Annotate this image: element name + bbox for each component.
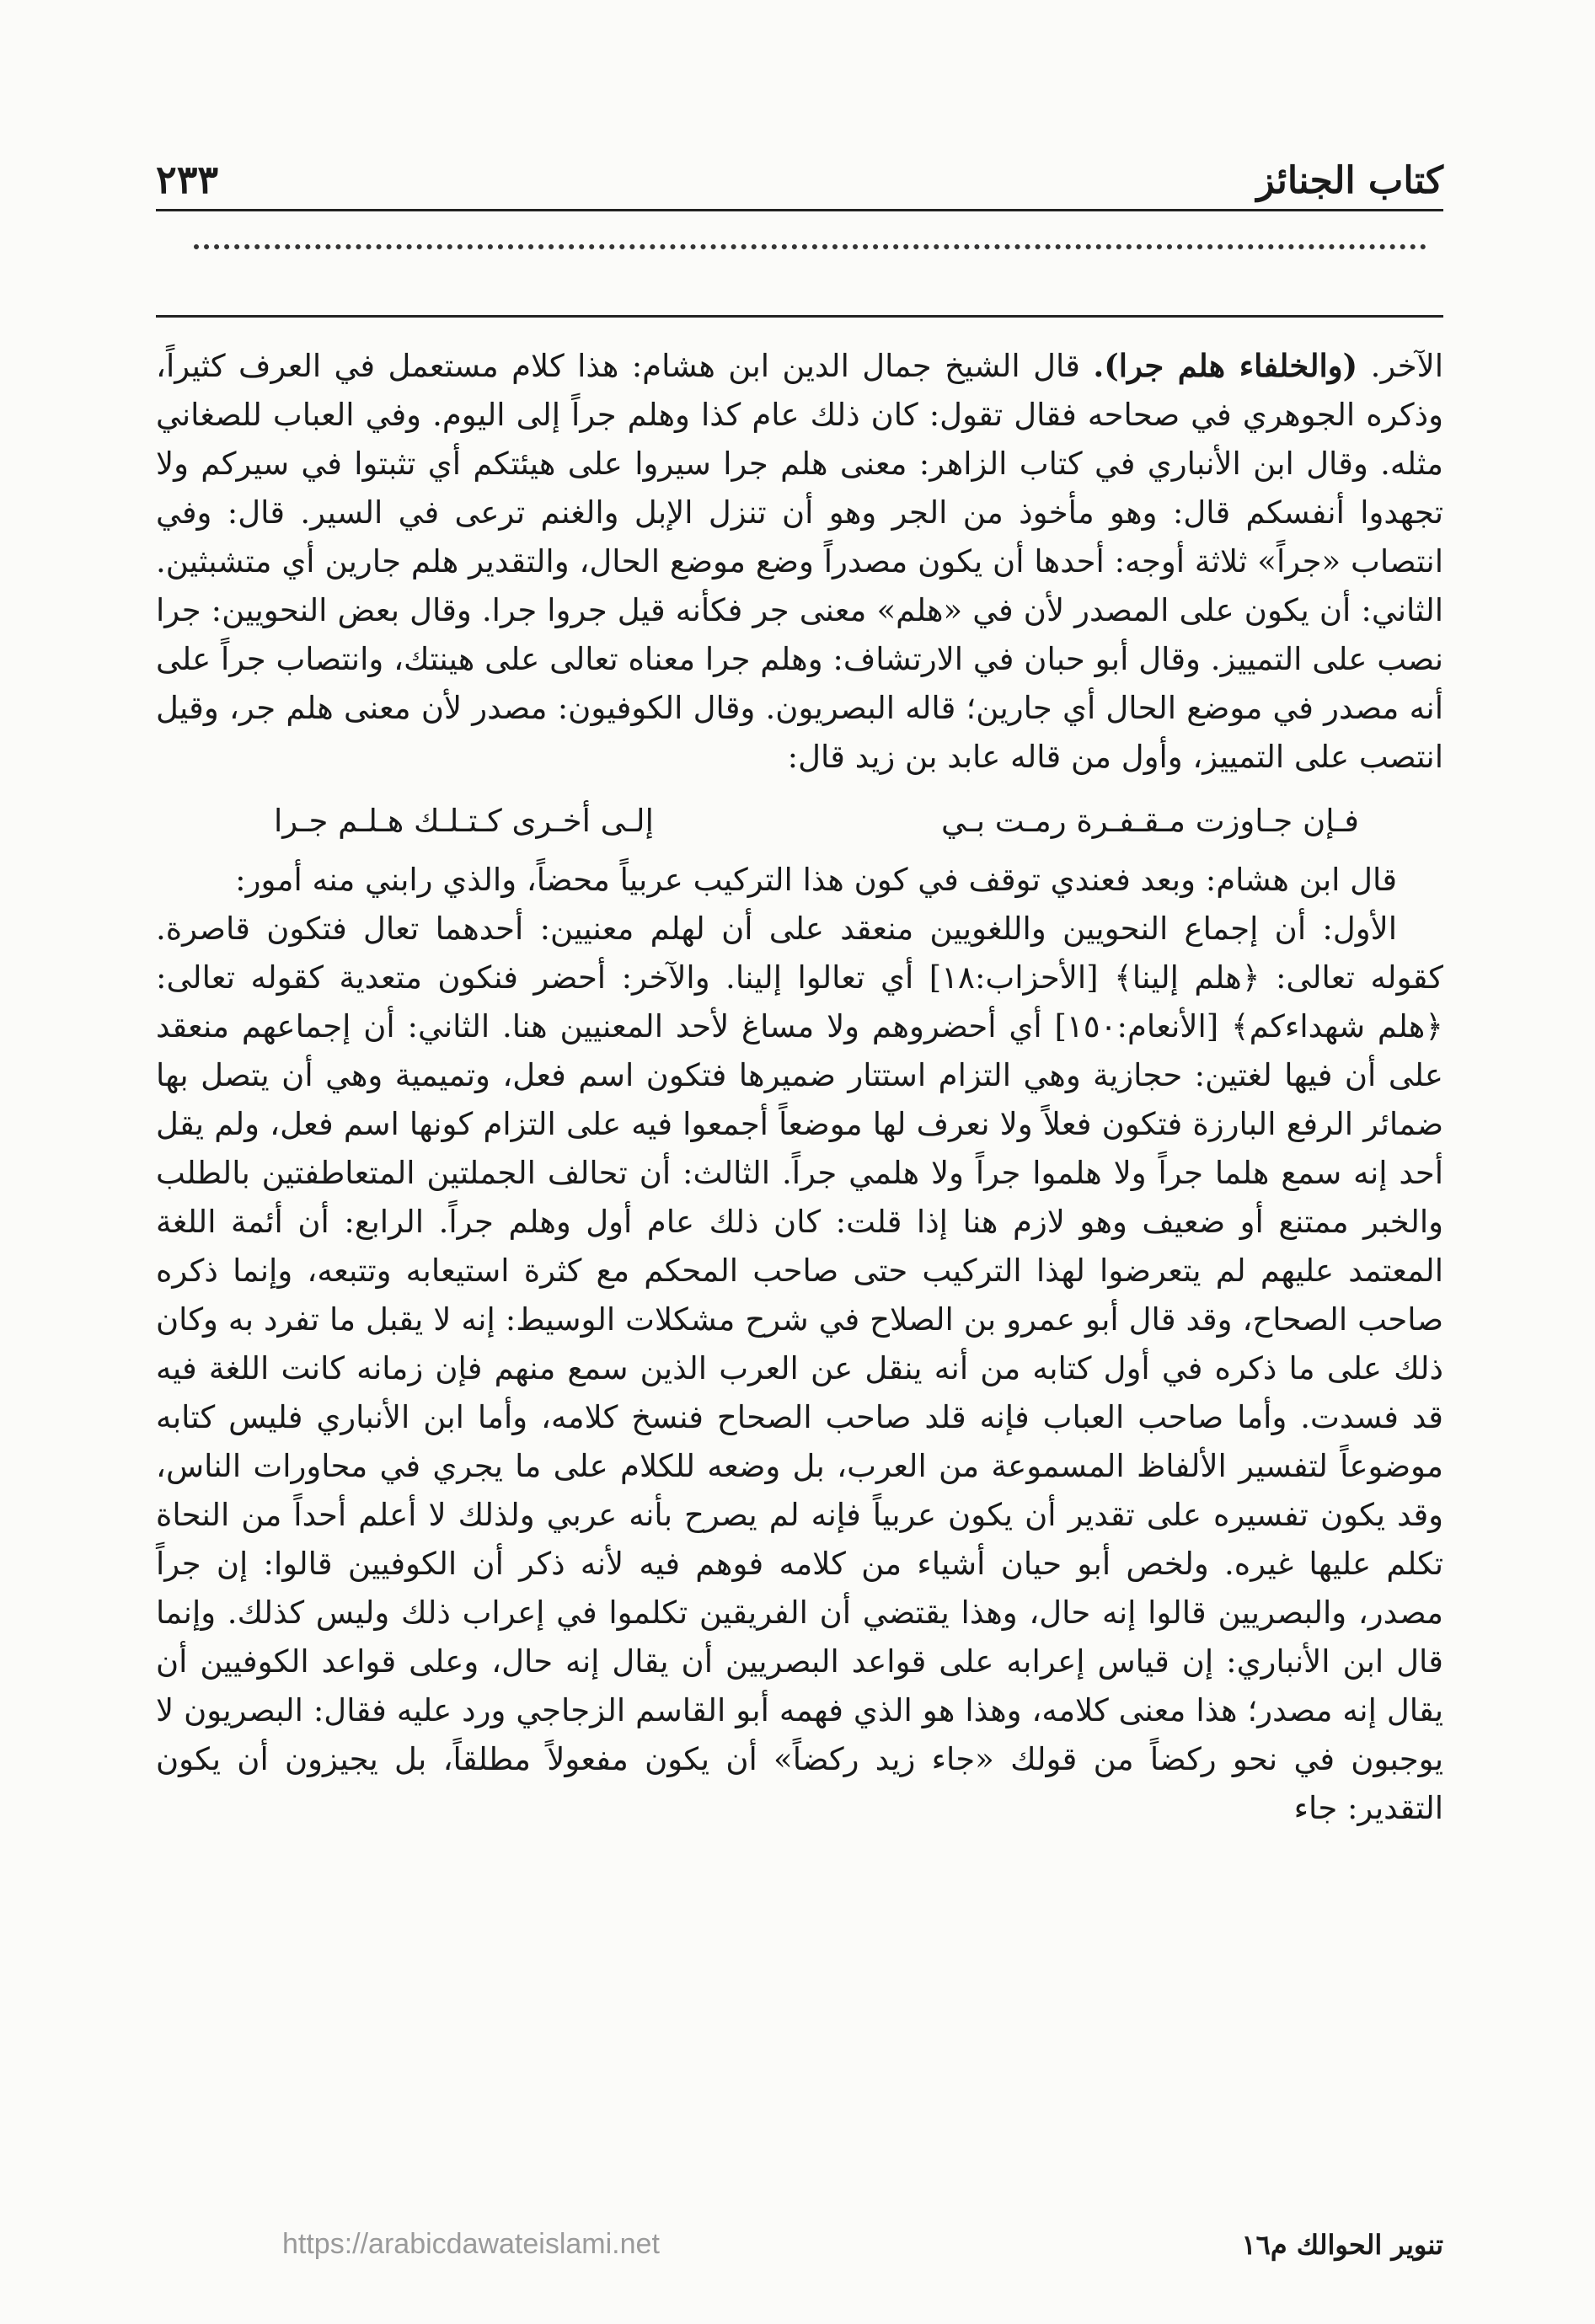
dotted-separator bbox=[194, 244, 1426, 249]
page-header bbox=[156, 143, 1443, 202]
page-footer bbox=[156, 2228, 1443, 2261]
header-rule bbox=[156, 209, 1443, 211]
printer-signature: تنوير الحوالك م١٦ bbox=[1241, 2228, 1443, 2261]
paragraph-1 bbox=[156, 341, 1443, 782]
watermark-url: https://arabicdawateislami.net bbox=[282, 2228, 660, 2260]
paragraph-1-text: قال الشيخ جمال الدين ابن هشام: هذا كلام مستعمل في العرف كثيراً، وذكره الجوهري في صحاحه فقال تقول: كان ذلك عام كذا وهلم جراً إلى اليوم. وفي العباب للصغاني مثله. وقال ابن الأنباري في كتاب الزاهر: معنى هلم جرا سيروا على هيئتكم أي تثبتوا في سيركم ولا تجهدوا أنفسكم قال: وهو مأخوذ من الجر وهو أن تنزل الإبل والغنم ترعى في السير. قال: وفي انتصاب «جراً» ثلاثة أوجه: أحدها أن يكون مصدراً وضع موضع الحال، والتقدير هلم جارين أي متشبثين. الثاني: أن يكون على المصدر لأن في «هلم» معنى جر فكأنه قيل جروا جرا. وقال بعض النحويين: جرا نصب على التمييز. وقال أبو حبان في الارتشاف: وهلم جرا معناه تعالى على هينتك، وانتصاب جراً على أنه مصدر في موضع الحال أي جارين؛ قاله البصريون. وقال الكوفيون: مصدر لأن معنى هلم جر، وقيل انتصب على التمييز، وأول من قاله عابد بن زيد قال: bbox=[156, 348, 1443, 775]
running-title: كتاب الجنائز bbox=[1256, 159, 1443, 202]
verse-second-hemistich: إلـى أخـرى كـتـلـك هـلـم جـرا bbox=[274, 803, 654, 839]
paragraph-1-opening: الآخر. bbox=[1370, 348, 1443, 384]
verse-first-hemistich: فـإن جـاوزت مـقـفـرة رمـت بـي bbox=[941, 803, 1359, 839]
paragraph-3: الأول: أن إجماع النحويين واللغويين منعقد على أن لهلم معنيين: أحدهما تعال فتكون قاصرة. كقوله تعالى: ﴿هلم إلينا﴾ [الأحزاب:١٨] أي تعالوا إلينا. والآخر: أحضر فنكون متعدية كقوله تعالى: ﴿هلم شهداءكم﴾ [الأنعام:١٥٠] أي أحضروهم ولا مساغ لأحد المعنيين هنا. الثاني: أن إجماعهم منعقد على أن فيها لغتين: حجازية وهي التزام استتار ضميرها فتكون اسم فعل، وتميمية وهي أن يتصل بها ضمائر الرفع البارزة فتكون فعلاً ولا نعرف لها موضعاً أجمعوا فيه على التزام كونها اسم فعل، ولم يقل أحد إنه سمع هلما جراً ولا هلموا جراً ولا هلمي جراً. الثالث: أن تحالف الجملتين المتعاطفتين بالطلب والخبر ممتنع أو ضعيف وهو لازم هنا إذا قلت: كان ذلك عام أول وهلم جراً. الرابع: أن أئمة اللغة المعتمد عليهم لم يتعرضوا لهذا التركيب حتى صاحب المحكم مع كثرة استيعابه وتتبعه، وإنما ذكره صاحب الصحاح، وقد قال أبو عمرو بن الصلاح في شرح مشكلات الوسيط: إنه لا يقبل ما تفرد به وكان ذلك على ما ذكره في أول كتابه من أنه ينقل عن العرب الذين سمع منهم فإن زمانه كانت اللغة فيه قد فسدت. وأما صاحب العباب فإنه قلد صاحب الصحاح فنسخ كلامه، وأما ابن الأنباري فليس كتابه موضوعاً لتفسير الألفاظ المسموعة من العرب، بل وضعه للكلام على ما يجري في محاورات الناس، وقد يكون تفسيره على تقدير أن يكون عربياً فإنه لم يصرح بأنه عربي ولذلك لا أعلم أحداً من النحاة تكلم عليها غيره. ولخص أبو حيان أشياء من كلامه فوهم فيه لأنه ذكر أن الكوفيين قالوا: إن جراً مصدر، والبصريين قالوا إنه حال، وهذا يقتضي أن الفريقين تكلموا في إعراب ذلك وليس كذلك. وإنما قال ابن الأنباري: إن قياس إعرابه على قواعد البصريين أن يقال إنه حال، وعلى قواعد الكوفيين أن يقال إنه مصدر؛ هذا معنى كلامه، وهذا هو الذي فهمه أبو القاسم الزجاجي ورد عليه فقال: البصريون لا يوجبون في نحو ركضاً من قولك «جاء زيد ركضاً» أن يكون مفعولاً مطلقاً، بل يجيزون أن يكون التقدير: جاء bbox=[156, 911, 1443, 1826]
page-number: ٢٣٣ bbox=[156, 157, 219, 202]
commentary-text bbox=[156, 341, 1443, 1833]
lemma-heading: (والخلفاء هلم جرا). bbox=[1093, 347, 1358, 384]
paragraph-2: قال ابن هشام: وبعد فعندي توقف في كون هذا التركيب عربياً محضاً، والذي رابني منه أمور: bbox=[235, 862, 1397, 898]
poetry-verse bbox=[156, 782, 1443, 856]
text-separator-rule bbox=[156, 315, 1443, 318]
